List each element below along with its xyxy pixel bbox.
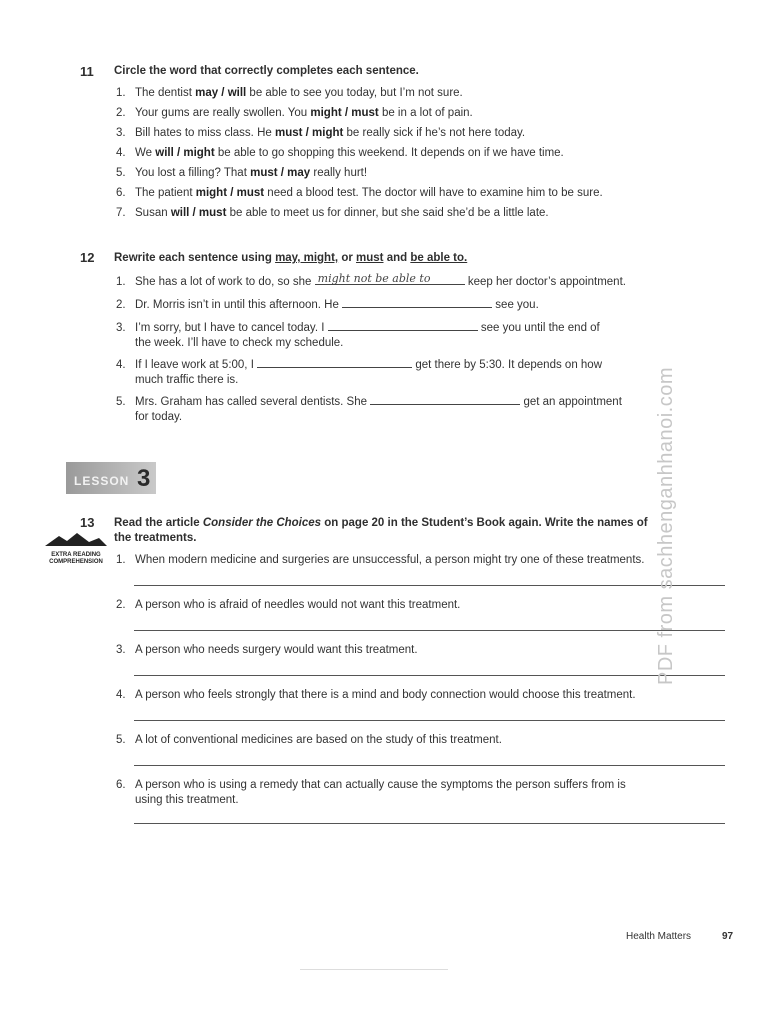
ex12-item-2 (116, 296, 539, 313)
item-number: 2. (116, 107, 126, 119)
ex13-item-3 (116, 643, 418, 658)
page-number: 97 (722, 931, 734, 942)
item-number: 4. (116, 689, 126, 701)
ex11-item-1 (116, 86, 463, 101)
ex12-item-4 (116, 356, 602, 388)
instruction-text: on page 20 in the Student’s Book again. Write the names of (321, 517, 648, 529)
handwritten-answer: might not be able to (317, 272, 431, 285)
word-choice[interactable]: must / might (274, 127, 344, 139)
word-choice[interactable]: must / may (250, 167, 311, 179)
instruction-text: or (338, 252, 357, 264)
ex13-item-6 (116, 778, 626, 808)
ex13-item-4 (116, 688, 636, 703)
watermark: PDF from sachhenganhhanoi.com (655, 367, 677, 685)
item-number: 1. (116, 87, 126, 99)
answer-blank[interactable] (370, 393, 520, 405)
instruction-text: Read the article (114, 517, 203, 529)
item-text: see you until the end of (480, 322, 600, 334)
answer-line[interactable] (134, 823, 725, 824)
footer-divider (300, 969, 448, 970)
answer-blank[interactable] (342, 296, 492, 308)
item-text: When modern medicine and surgeries are unsuccessful, a person might try one of these treatments. (135, 554, 645, 566)
item-number: 1. (116, 276, 126, 288)
badge-line-1: EXTRA READING (51, 552, 101, 558)
ex12-item-1 (116, 273, 626, 290)
exercise-12-instruction (114, 251, 467, 266)
word-choice[interactable]: might / must (310, 107, 379, 119)
item-text: be able to go shopping this weekend. It depends on if we have time. (214, 147, 564, 159)
item-text-continued: for today. (135, 411, 183, 423)
ex11-item-6 (116, 186, 603, 201)
word-choice[interactable]: will / might (155, 147, 215, 159)
item-text: The dentist (135, 87, 196, 99)
keyword-be-able-to: be able to. (410, 252, 468, 264)
item-text: A person who feels strongly that there is a mind and body connection would choose this treatment. (135, 689, 636, 701)
lesson-number: 3 (137, 465, 151, 492)
ex11-item-3 (116, 126, 525, 141)
item-text: The patient (135, 187, 196, 199)
answer-blank[interactable] (315, 273, 465, 285)
item-text: get there by 5:30. It depends on how (415, 359, 603, 371)
item-text: A person who is using a remedy that can actually cause the symptoms the person suffers from is (135, 779, 626, 791)
item-text: I’m sorry, but I have to cancel today. I (135, 322, 325, 334)
word-choice[interactable]: will / must (170, 207, 227, 219)
instruction-text-continued: the treatments. (114, 532, 197, 544)
item-text: You lost a filling? That (135, 167, 251, 179)
answer-line[interactable] (134, 630, 725, 631)
footer-title: Health Matters (626, 931, 692, 942)
badge-line-2: COMPREHENSION (49, 559, 103, 565)
item-text: Your gums are really swollen. You (135, 107, 311, 119)
item-number: 6. (116, 187, 126, 199)
instruction-text: Rewrite each sentence using (114, 252, 276, 264)
item-number: 1. (116, 554, 126, 566)
item-text: get an appointment (523, 396, 622, 408)
item-number: 5. (116, 396, 126, 408)
lesson-banner (66, 462, 156, 494)
mountain-icon (45, 533, 107, 547)
item-text-continued: much traffic there is. (135, 374, 239, 386)
item-number: 2. (116, 299, 126, 311)
word-choice[interactable]: might / must (195, 187, 265, 199)
instruction-text: and (383, 252, 411, 264)
item-text: be really sick if he’s not here today. (343, 127, 526, 139)
item-number: 7. (116, 207, 126, 219)
item-text: A person who needs surgery would want this treatment. (135, 644, 418, 656)
ex12-item-3 (116, 319, 600, 351)
exercise-12-number: 12 (80, 250, 95, 265)
answer-blank[interactable] (328, 319, 478, 331)
item-text: She has a lot of work to do, so she (135, 276, 312, 288)
item-text: keep her doctor’s appointment. (467, 276, 626, 288)
answer-line[interactable] (134, 585, 725, 586)
item-text: see you. (495, 299, 539, 311)
item-text: Bill hates to miss class. He (135, 127, 275, 139)
item-text: really hurt! (310, 167, 368, 179)
ex11-item-7 (116, 206, 549, 221)
item-number: 5. (116, 167, 126, 179)
answer-line[interactable] (134, 720, 725, 721)
ex13-item-1 (116, 553, 644, 568)
exercise-13-number: 13 (80, 515, 95, 530)
exercise-11-instruction: Circle the word that correctly completes each sentence. (114, 65, 419, 77)
item-text: Dr. Morris isn’t in until this afternoon. He (135, 299, 339, 311)
ex13-item-2 (116, 598, 460, 613)
ex11-item-4 (116, 146, 564, 161)
item-text: Susan (135, 207, 171, 219)
item-number: 4. (116, 359, 126, 371)
keyword-may-might: may, might, (275, 252, 339, 264)
ex12-item-5 (116, 393, 622, 425)
item-number: 3. (116, 644, 126, 656)
item-text: be in a lot of pain. (378, 107, 473, 119)
item-text: be able to see you today, but I’m not sure. (246, 87, 463, 99)
item-number: 3. (116, 322, 126, 334)
item-number: 6. (116, 779, 126, 791)
lesson-label: LESSON (74, 474, 130, 488)
extra-reading-badge (45, 533, 107, 566)
item-text: A person who is afraid of needles would not want this treatment. (135, 599, 461, 611)
answer-blank[interactable] (257, 356, 412, 368)
item-text: We (135, 147, 156, 159)
article-title: Consider the Choices (202, 517, 322, 529)
item-number: 5. (116, 734, 126, 746)
item-text: need a blood test. The doctor will have to examine him to be sure. (264, 187, 603, 199)
item-number: 3. (116, 127, 126, 139)
item-text-continued: using this treatment. (135, 794, 239, 806)
keyword-must: must (356, 252, 384, 264)
ex11-item-5 (116, 166, 367, 181)
item-number: 2. (116, 599, 126, 611)
item-text-continued: the week. I’ll have to check my schedule. (135, 337, 344, 349)
answer-line[interactable] (134, 675, 725, 676)
ex13-item-5 (116, 733, 502, 748)
item-text: If I leave work at 5:00, I (135, 359, 254, 371)
word-choice[interactable]: may / will (195, 87, 247, 99)
exercise-13-instruction (114, 516, 648, 546)
answer-line[interactable] (134, 765, 725, 766)
exercise-11-number: 11 (80, 64, 94, 79)
item-text: Mrs. Graham has called several dentists. She (135, 396, 368, 408)
item-text: A lot of conventional medicines are based on the study of this treatment. (135, 734, 502, 746)
ex11-item-2 (116, 106, 473, 121)
item-number: 4. (116, 147, 126, 159)
item-text: be able to meet us for dinner, but she said she’d be a little late. (226, 207, 549, 219)
